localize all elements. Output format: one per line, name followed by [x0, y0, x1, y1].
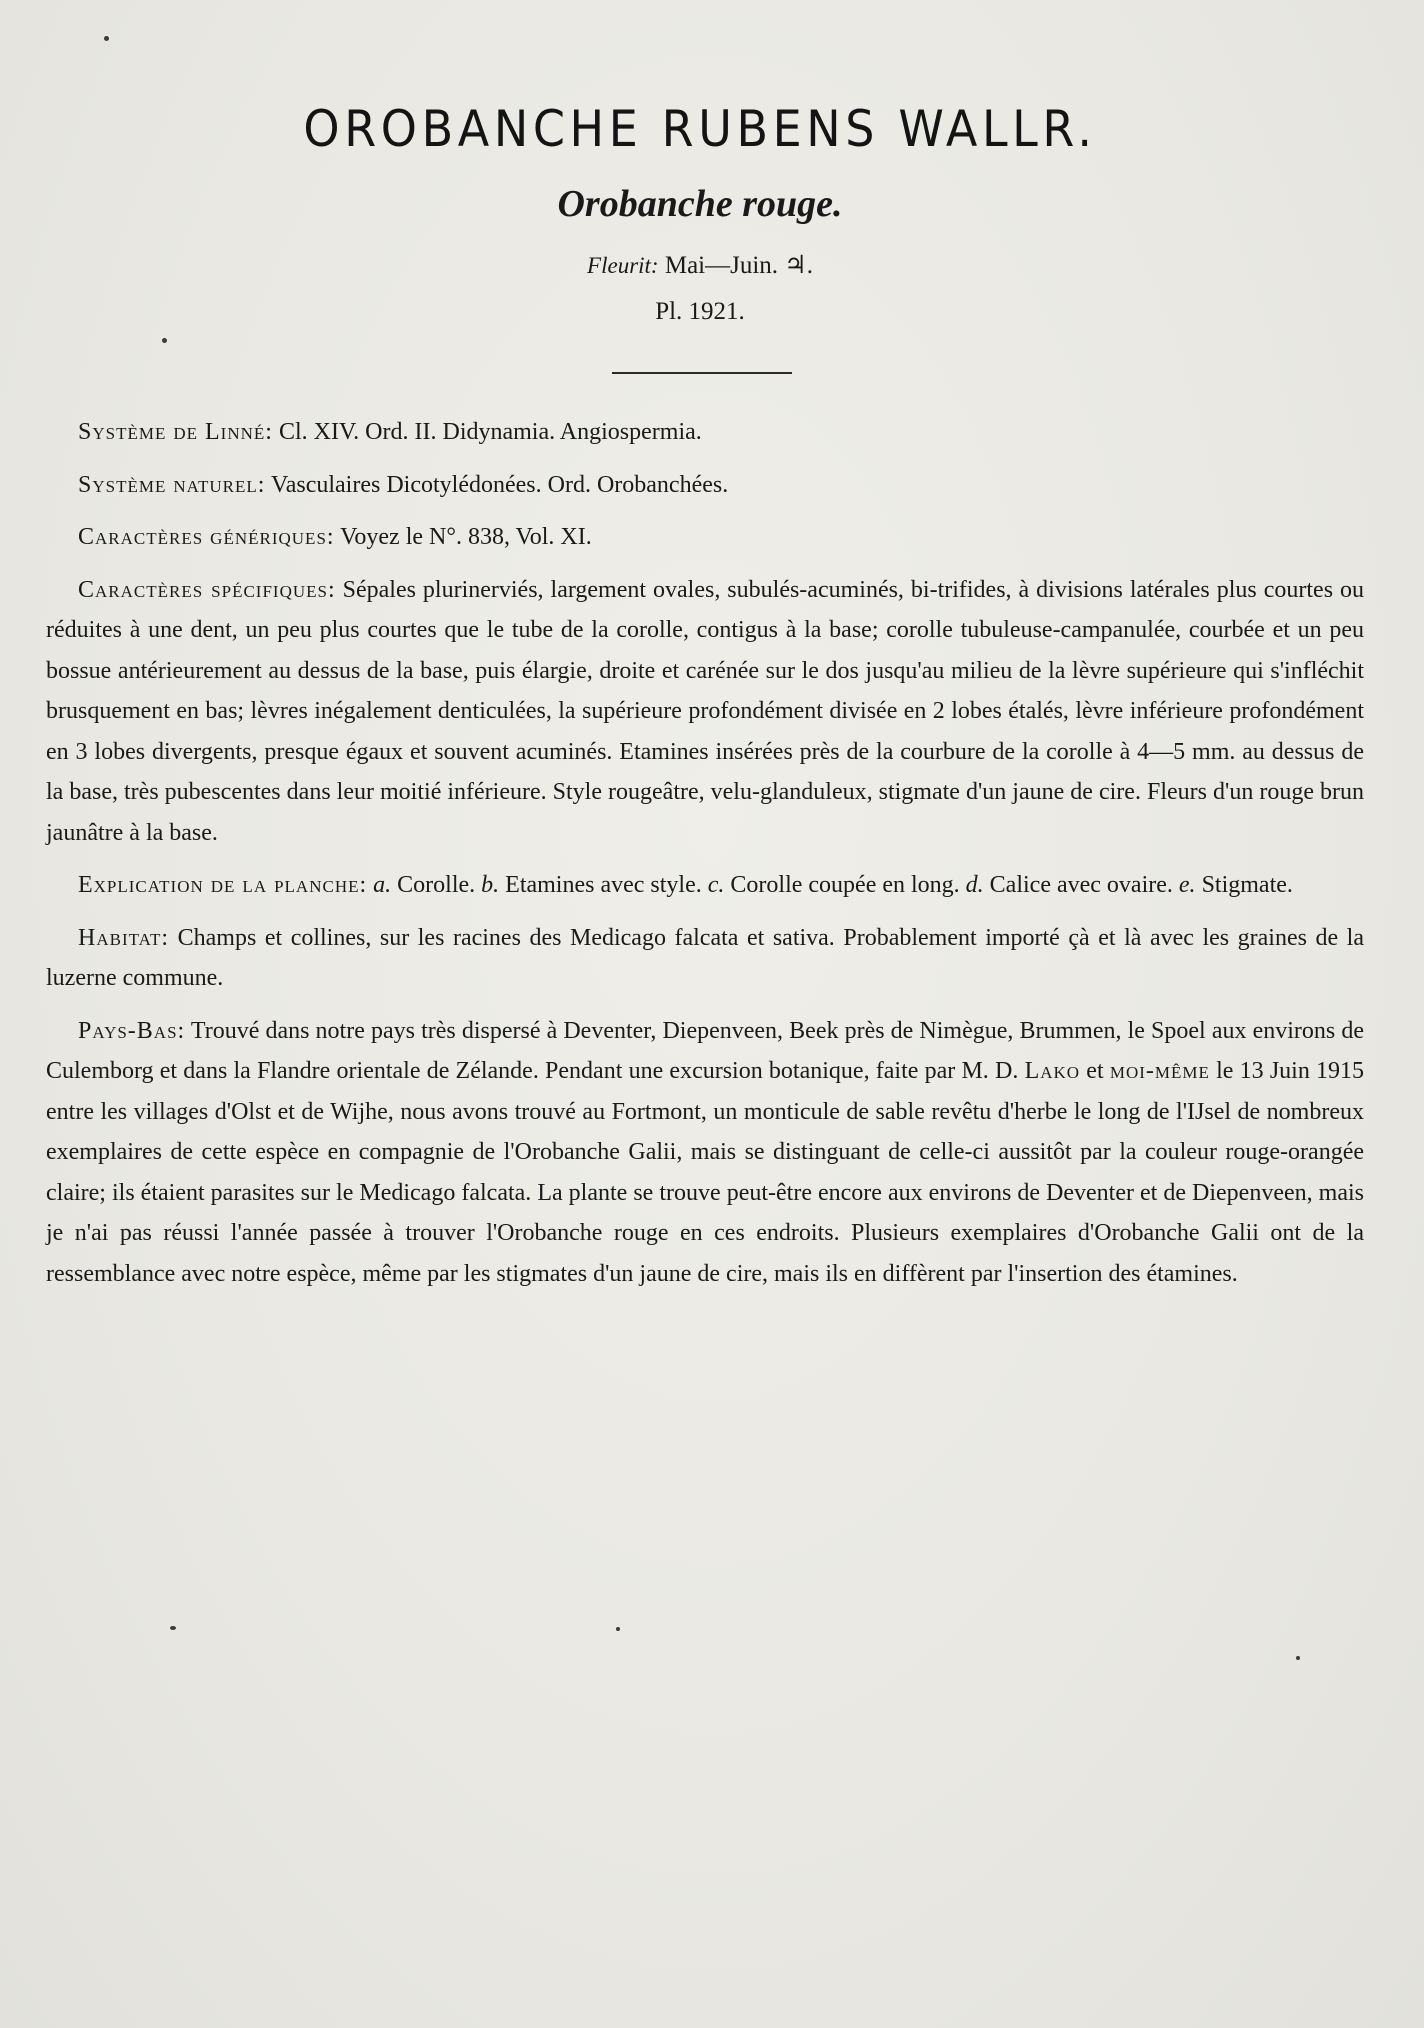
section-text: le 13 Juin 1915 entre les villages d'Olst et de Wijhe, nous avons trouvé au Fortmont, un monticule de sable revêtu d'herbe le long de l'IJsel de nombreux exemplaires de cette espèce en compagnie de l'Orobanche Galii, mais se distinguant de celle-ci aussitôt par la couleur rouge-orangée claire; ils étaient parasites sur le Medicago falcata. La plante se trouve peut-être encore aux environs de Deventer et de Diepenveen, mais je n'ai pas réussi l'année passée à trouver l'Orobanche rouge en ces endroits. Plusieurs exemplaires d'Orobanche Galii ont de la ressemblance avec notre espèce, même par les stigmates d'un jaune de cire, mais ils en diffèrent par l'insertion des étamines. — [46, 1058, 1365, 1287]
section-text: Champs et collines, sur les racines des Medicago falcata et sativa. Probablement importé çà et là avec les graines de la luzerne commune. — [46, 924, 1364, 991]
section-generiques — [46, 517, 1364, 558]
section-text: Vasculaires Dicotylédonées. Ord. Orobanchées. — [271, 471, 729, 498]
section-explication — [46, 865, 1364, 906]
section-specifiques — [46, 570, 1364, 854]
plate-number: Pl. 1921. — [655, 298, 745, 325]
paper-speck — [162, 338, 167, 343]
section-label: Caractères spécifiques: — [78, 576, 336, 603]
paper-speck — [170, 1626, 176, 1630]
plate-item: Calice avec ovaire. — [989, 872, 1173, 898]
section-label: Caractères génériques: — [78, 524, 335, 550]
section-label: Explication de la planche: — [78, 872, 368, 898]
section-label: Habitat: — [78, 924, 170, 951]
plate-key: d. — [965, 872, 984, 898]
section-label: Pays-Bas: — [78, 1017, 186, 1044]
paper-speck — [104, 36, 109, 41]
section-label: Système naturel: — [78, 471, 266, 498]
plate-item: Etamines avec style. — [505, 872, 702, 898]
plate-item: Corolle. — [397, 872, 476, 898]
plate-key: a. — [373, 872, 392, 898]
section-paysbas — [46, 1011, 1364, 1295]
plate-key: b. — [481, 872, 500, 898]
divider-rule — [612, 372, 792, 374]
section-text: Sépales plurinerviés, largement ovales, subulés-acuminés, bi-trifides, à divisions latérales plus courtes ou réduites à une dent, un peu plus courtes que le tube de la corolle, contigus à la base; corolle tubuleuse-campanulée, courbée et un peu bossue antérieurement au dessus de la base, puis élargie, droite et carénée sur le dos jusqu'au milieu de la lèvre supérieure qui s'infléchit brusquement en bas; lèvres inégalement denticulées, la supérieure profondément divisée en 2 lobes étalés, lèvre inférieure profondément en 3 lobes divergents, presque égaux et souvent acuminés. Etamines insérées près de la courbure de la corolle à 4—5 mm. au dessus de la base, très pubescentes dans leur moitié inférieure. Style rougeâtre, velu-glanduleux, stigmate d'un jaune de cire. Fleurs d'un rouge brun jaunâtre à la base. — [46, 576, 1365, 846]
paper-speck — [616, 1627, 620, 1631]
plate-key: e. — [1178, 872, 1196, 898]
person-name: moi-même — [1109, 1058, 1210, 1084]
plate-item: Corolle coupée en long. — [730, 872, 960, 898]
flowering-value: Mai—Juin. ♃. — [664, 252, 813, 279]
section-text: Cl. XIV. Ord. II. Didynamia. Angiospermia. — [278, 419, 702, 445]
section-label: Système de Linné: — [78, 419, 273, 445]
conjunction: et — [1086, 1058, 1104, 1084]
section-naturel — [46, 465, 1364, 506]
section-linne — [46, 412, 1364, 453]
person-name: Lako — [1024, 1058, 1081, 1084]
common-name: Orobanche rouge. — [557, 183, 843, 225]
description-body — [46, 412, 1364, 1306]
plate-item: Stigmate. — [1201, 872, 1293, 898]
section-text: Trouvé dans notre pays très dispersé à Deventer, Diepenveen, Beek près de Nimègue, Brummen, le Spoel aux environs de Culemborg et dans la Flandre orientale de Zélande. Pendant une excursion botanique, faite par M. D. — [46, 1017, 1364, 1084]
flowering-period — [0, 250, 1400, 280]
flowering-label: Fleurit: — [587, 253, 659, 278]
plate-key: c. — [707, 872, 725, 898]
species-title: OROBANCHE RUBENS WALLR. — [303, 100, 1097, 158]
section-habitat — [46, 918, 1364, 999]
section-text: Voyez le N°. 838, Vol. XI. — [340, 524, 592, 550]
paper-speck — [1296, 1656, 1300, 1660]
